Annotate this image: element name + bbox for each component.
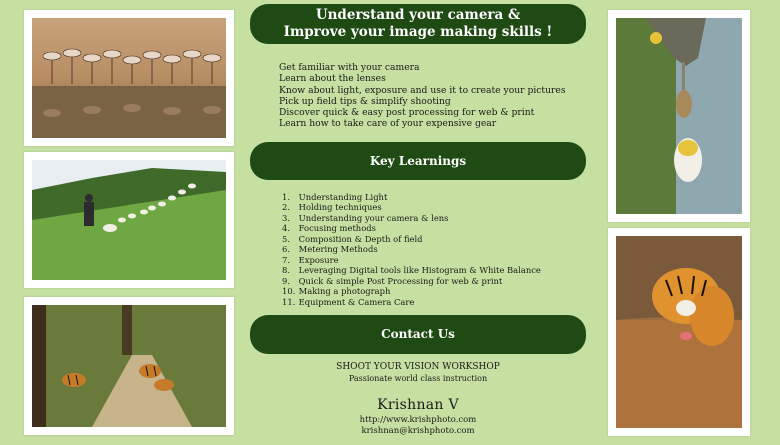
list-item: 4. Focusing methods <box>282 223 376 234</box>
birds-photo <box>616 18 742 214</box>
key-learnings-list <box>282 192 541 307</box>
flamingos-photo-frame <box>24 10 234 146</box>
tiger-drinking-photo-frame <box>608 228 750 436</box>
list-item: Learn how to take care of your expensive gear <box>279 118 497 130</box>
list-item: 11. Equipment & Camera Care <box>282 296 415 307</box>
tigers-path-photo-frame <box>24 297 234 435</box>
contact-name: Krishnan V <box>377 397 459 413</box>
website-link[interactable]: http://www.krishphoto.com <box>359 415 477 425</box>
list-item: 3. Understanding your camera & lens <box>282 212 449 223</box>
header-banner <box>250 4 586 44</box>
list-item: 9. Quick & simple Post Processing for web & print <box>282 275 503 286</box>
list-item: 10. Making a photograph <box>282 286 391 297</box>
list-item: Learn about the lenses <box>279 73 386 85</box>
key-learnings-banner <box>250 142 586 180</box>
list-item: 8. Leveraging Digital tools like Histogram & White Balance <box>282 265 541 276</box>
shepherd-photo <box>32 160 226 280</box>
list-item: Discover quick & easy post processing for web & print <box>279 107 535 119</box>
tigers-path-photo <box>32 305 226 427</box>
email-link[interactable]: krishnan@krishphoto.com <box>361 426 475 436</box>
intro-list <box>279 62 566 130</box>
list-item: 7. Exposure <box>282 254 339 265</box>
workshop-tagline: Passionate world class instruction <box>348 374 488 383</box>
flamingos-photo <box>32 18 226 138</box>
list-item: Get familiar with your camera <box>279 62 420 73</box>
tiger-drinking-photo <box>616 236 742 428</box>
header-title-line1: Understand your camera & <box>315 7 521 23</box>
list-item: 1. Understanding Light <box>282 192 388 202</box>
contact-title: Contact Us <box>381 327 455 341</box>
shepherd-photo-frame <box>24 152 234 288</box>
list-item: 6. Metering Methods <box>282 244 378 255</box>
header-title-line2: Improve your image making skills ! <box>283 24 553 40</box>
list-item: Know about light, exposure and use it to create your pictures <box>279 84 566 96</box>
list-item: 5. Composition & Depth of field <box>282 233 423 244</box>
birds-photo-frame <box>608 10 750 222</box>
list-item: 2. Holding techniques <box>282 202 382 213</box>
key-learnings-title: Key Learnings <box>369 154 467 168</box>
list-item: Pick up field tips & simplify shooting <box>279 95 451 107</box>
workshop-name: SHOOT YOUR VISION WORKSHOP <box>336 362 500 372</box>
contact-banner <box>250 315 586 354</box>
